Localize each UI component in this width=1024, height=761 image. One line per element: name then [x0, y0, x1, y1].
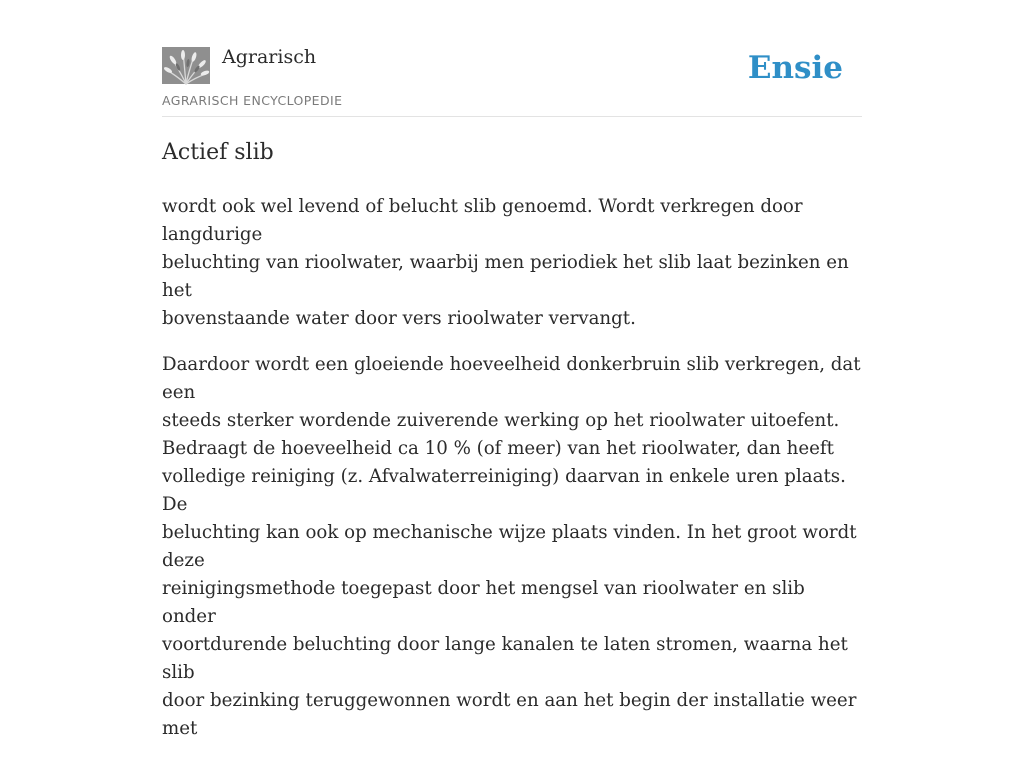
article-paragraph: wordt ook wel levend of belucht slib genoemd. Wordt verkregen door langdurige beluchting van rioolwater, waarbij men periodiek het slib laat bezinken en het bovenstaande water door vers rioolwater vervangt.: [162, 196, 849, 329]
site-header: [162, 45, 862, 117]
publication-name[interactable]: Agrarisch: [222, 46, 317, 68]
wheat-ears-icon[interactable]: [162, 47, 210, 84]
brand-logo[interactable]: Ensie: [747, 50, 843, 86]
publication-subtitle: AGRARISCH ENCYCLOPEDIE: [162, 93, 343, 108]
page-title: Actief slib: [162, 140, 274, 165]
article-body: [162, 193, 862, 761]
article-paragraph: Daardoor wordt een gloeiende hoeveelheid donkerbruin slib verkregen, dat een steeds sterker wordende zuiverende werking op het rioolwater uitoefent. Bedraagt de hoeveelheid ca 10 % (of meer) van het rioolwater, dan heeft volledige reiniging (z. Afvalwaterreiniging) daarvan in enkele uren plaats. De beluchting kan ook op mechanische wijze plaats vinden. In het groot wordt deze reinigingsmethode toegepast door het mengsel van rioolwater en slib onder voortdurende beluchting door lange kanalen te laten stromen, waarna het slib door bezinking teruggewonnen wordt en aan het begin der installatie weer met: [162, 354, 861, 739]
